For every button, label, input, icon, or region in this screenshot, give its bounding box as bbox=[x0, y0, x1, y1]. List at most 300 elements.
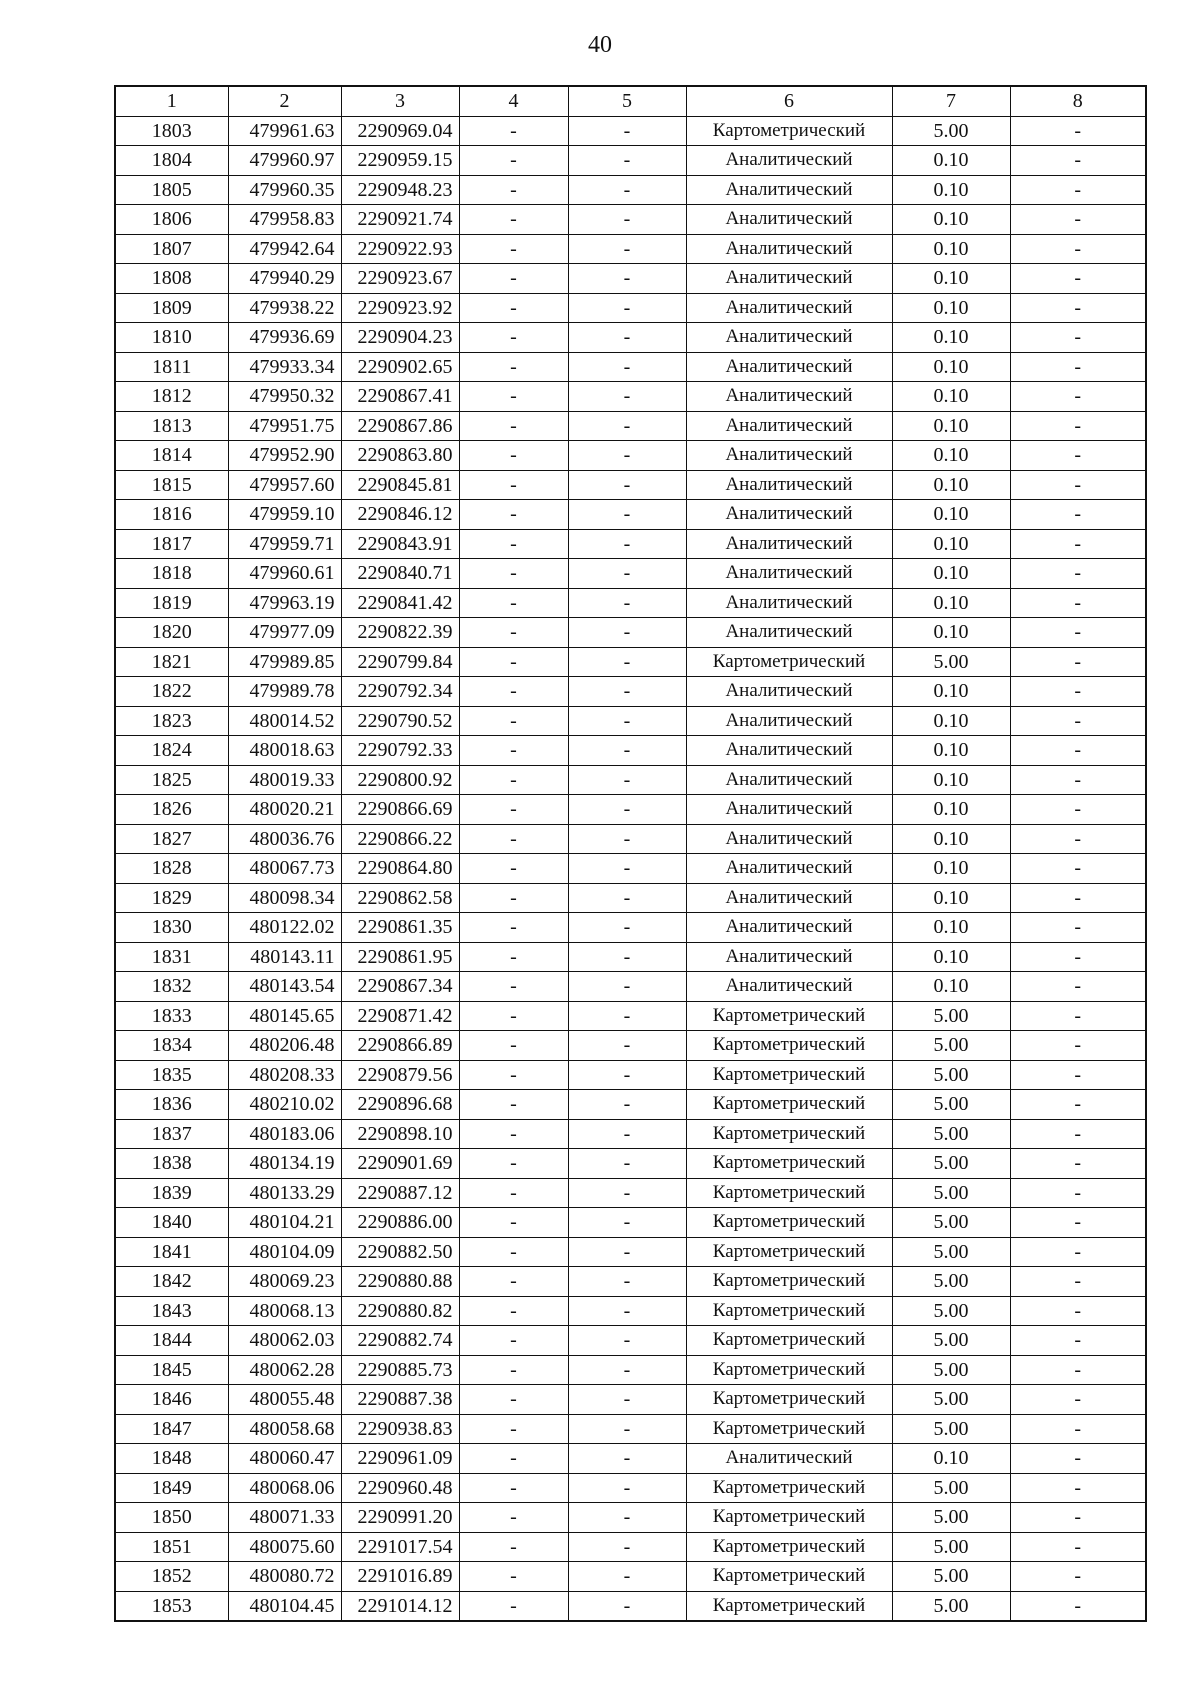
cell-point-number: 1840 bbox=[115, 1208, 228, 1238]
cell-x-coordinate: 480143.54 bbox=[228, 972, 341, 1002]
cell-method: Аналитический bbox=[686, 529, 892, 559]
cell-accuracy: 0.10 bbox=[892, 1444, 1010, 1474]
cell-col-4: - bbox=[459, 382, 568, 412]
cell-method: Картометрический bbox=[686, 647, 892, 677]
cell-point-number: 1814 bbox=[115, 441, 228, 471]
cell-col-8: - bbox=[1010, 942, 1146, 972]
cell-accuracy: 0.10 bbox=[892, 411, 1010, 441]
cell-col-5: - bbox=[568, 1385, 686, 1415]
cell-col-4: - bbox=[459, 942, 568, 972]
cell-method: Аналитический bbox=[686, 618, 892, 648]
cell-x-coordinate: 479960.35 bbox=[228, 175, 341, 205]
table-row bbox=[115, 1060, 1146, 1090]
cell-accuracy: 0.10 bbox=[892, 942, 1010, 972]
cell-col-4: - bbox=[459, 913, 568, 943]
table-row bbox=[115, 205, 1146, 235]
cell-point-number: 1842 bbox=[115, 1267, 228, 1297]
column-header-3: 3 bbox=[341, 86, 459, 116]
cell-col-4: - bbox=[459, 470, 568, 500]
cell-point-number: 1824 bbox=[115, 736, 228, 766]
cell-x-coordinate: 479963.19 bbox=[228, 588, 341, 618]
cell-y-coordinate: 2290861.35 bbox=[341, 913, 459, 943]
cell-col-8: - bbox=[1010, 736, 1146, 766]
column-header-6: 6 bbox=[686, 86, 892, 116]
cell-method: Картометрический bbox=[686, 1326, 892, 1356]
cell-y-coordinate: 2291017.54 bbox=[341, 1532, 459, 1562]
cell-accuracy: 5.00 bbox=[892, 1355, 1010, 1385]
cell-col-4: - bbox=[459, 677, 568, 707]
cell-accuracy: 5.00 bbox=[892, 1591, 1010, 1621]
cell-col-5: - bbox=[568, 500, 686, 530]
cell-col-8: - bbox=[1010, 1414, 1146, 1444]
cell-col-5: - bbox=[568, 264, 686, 294]
cell-accuracy: 5.00 bbox=[892, 1001, 1010, 1031]
cell-x-coordinate: 480014.52 bbox=[228, 706, 341, 736]
cell-col-8: - bbox=[1010, 1532, 1146, 1562]
cell-col-5: - bbox=[568, 854, 686, 884]
cell-point-number: 1828 bbox=[115, 854, 228, 884]
cell-x-coordinate: 479959.71 bbox=[228, 529, 341, 559]
cell-col-8: - bbox=[1010, 1503, 1146, 1533]
cell-x-coordinate: 479938.22 bbox=[228, 293, 341, 323]
cell-x-coordinate: 480080.72 bbox=[228, 1562, 341, 1592]
cell-col-5: - bbox=[568, 441, 686, 471]
cell-col-8: - bbox=[1010, 264, 1146, 294]
cell-col-5: - bbox=[568, 913, 686, 943]
table-row bbox=[115, 116, 1146, 146]
cell-col-8: - bbox=[1010, 1326, 1146, 1356]
cell-x-coordinate: 480122.02 bbox=[228, 913, 341, 943]
cell-col-5: - bbox=[568, 175, 686, 205]
cell-col-8: - bbox=[1010, 352, 1146, 382]
cell-accuracy: 0.10 bbox=[892, 883, 1010, 913]
table-row bbox=[115, 972, 1146, 1002]
cell-col-4: - bbox=[459, 736, 568, 766]
cell-point-number: 1838 bbox=[115, 1149, 228, 1179]
cell-method: Картометрический bbox=[686, 1591, 892, 1621]
cell-y-coordinate: 2290886.00 bbox=[341, 1208, 459, 1238]
cell-accuracy: 5.00 bbox=[892, 1031, 1010, 1061]
cell-accuracy: 0.10 bbox=[892, 323, 1010, 353]
cell-method: Аналитический bbox=[686, 441, 892, 471]
cell-method: Аналитический bbox=[686, 352, 892, 382]
cell-x-coordinate: 480206.48 bbox=[228, 1031, 341, 1061]
cell-y-coordinate: 2290948.23 bbox=[341, 175, 459, 205]
cell-point-number: 1848 bbox=[115, 1444, 228, 1474]
table-row bbox=[115, 1001, 1146, 1031]
cell-col-5: - bbox=[568, 1532, 686, 1562]
cell-y-coordinate: 2290961.09 bbox=[341, 1444, 459, 1474]
cell-col-8: - bbox=[1010, 1355, 1146, 1385]
cell-col-8: - bbox=[1010, 1208, 1146, 1238]
cell-point-number: 1843 bbox=[115, 1296, 228, 1326]
cell-col-8: - bbox=[1010, 1031, 1146, 1061]
cell-method: Картометрический bbox=[686, 1149, 892, 1179]
cell-method: Аналитический bbox=[686, 559, 892, 589]
cell-col-8: - bbox=[1010, 1090, 1146, 1120]
cell-accuracy: 5.00 bbox=[892, 1267, 1010, 1297]
table-row bbox=[115, 647, 1146, 677]
cell-col-4: - bbox=[459, 1178, 568, 1208]
cell-col-5: - bbox=[568, 116, 686, 146]
cell-col-5: - bbox=[568, 1444, 686, 1474]
table-row bbox=[115, 1532, 1146, 1562]
cell-method: Картометрический bbox=[686, 1532, 892, 1562]
cell-y-coordinate: 2290845.81 bbox=[341, 470, 459, 500]
cell-y-coordinate: 2290843.91 bbox=[341, 529, 459, 559]
cell-method: Картометрический bbox=[686, 1178, 892, 1208]
cell-col-4: - bbox=[459, 1326, 568, 1356]
cell-col-4: - bbox=[459, 1473, 568, 1503]
cell-col-4: - bbox=[459, 1532, 568, 1562]
cell-col-8: - bbox=[1010, 470, 1146, 500]
cell-x-coordinate: 479933.34 bbox=[228, 352, 341, 382]
cell-col-5: - bbox=[568, 1355, 686, 1385]
cell-col-8: - bbox=[1010, 1001, 1146, 1031]
table-row bbox=[115, 1562, 1146, 1592]
cell-col-5: - bbox=[568, 765, 686, 795]
cell-y-coordinate: 2290879.56 bbox=[341, 1060, 459, 1090]
cell-method: Картометрический bbox=[686, 1503, 892, 1533]
cell-col-4: - bbox=[459, 175, 568, 205]
cell-accuracy: 0.10 bbox=[892, 824, 1010, 854]
cell-method: Аналитический bbox=[686, 883, 892, 913]
cell-accuracy: 0.10 bbox=[892, 205, 1010, 235]
cell-col-4: - bbox=[459, 706, 568, 736]
cell-point-number: 1821 bbox=[115, 647, 228, 677]
cell-col-5: - bbox=[568, 529, 686, 559]
cell-col-5: - bbox=[568, 470, 686, 500]
cell-accuracy: 5.00 bbox=[892, 1178, 1010, 1208]
cell-x-coordinate: 479977.09 bbox=[228, 618, 341, 648]
cell-col-8: - bbox=[1010, 618, 1146, 648]
cell-col-5: - bbox=[568, 1119, 686, 1149]
cell-col-4: - bbox=[459, 323, 568, 353]
cell-method: Картометрический bbox=[686, 1562, 892, 1592]
cell-x-coordinate: 480075.60 bbox=[228, 1532, 341, 1562]
cell-col-4: - bbox=[459, 647, 568, 677]
cell-col-8: - bbox=[1010, 854, 1146, 884]
cell-col-4: - bbox=[459, 1355, 568, 1385]
cell-col-4: - bbox=[459, 1562, 568, 1592]
table-row bbox=[115, 1473, 1146, 1503]
cell-x-coordinate: 479952.90 bbox=[228, 441, 341, 471]
cell-method: Картометрический bbox=[686, 1355, 892, 1385]
cell-x-coordinate: 479950.32 bbox=[228, 382, 341, 412]
table-row bbox=[115, 795, 1146, 825]
cell-col-5: - bbox=[568, 824, 686, 854]
cell-point-number: 1830 bbox=[115, 913, 228, 943]
cell-y-coordinate: 2290867.86 bbox=[341, 411, 459, 441]
cell-method: Аналитический bbox=[686, 175, 892, 205]
cell-method: Аналитический bbox=[686, 795, 892, 825]
cell-col-4: - bbox=[459, 441, 568, 471]
page-number: 40 bbox=[588, 32, 612, 58]
cell-x-coordinate: 480018.63 bbox=[228, 736, 341, 766]
cell-col-5: - bbox=[568, 588, 686, 618]
cell-x-coordinate: 480055.48 bbox=[228, 1385, 341, 1415]
cell-col-8: - bbox=[1010, 1385, 1146, 1415]
cell-col-8: - bbox=[1010, 1237, 1146, 1267]
cell-col-8: - bbox=[1010, 529, 1146, 559]
cell-y-coordinate: 2290885.73 bbox=[341, 1355, 459, 1385]
cell-accuracy: 0.10 bbox=[892, 175, 1010, 205]
cell-point-number: 1850 bbox=[115, 1503, 228, 1533]
cell-col-5: - bbox=[568, 1414, 686, 1444]
cell-method: Аналитический bbox=[686, 500, 892, 530]
cell-x-coordinate: 480062.28 bbox=[228, 1355, 341, 1385]
table-row bbox=[115, 234, 1146, 264]
cell-col-8: - bbox=[1010, 559, 1146, 589]
cell-col-8: - bbox=[1010, 411, 1146, 441]
cell-col-8: - bbox=[1010, 1296, 1146, 1326]
cell-x-coordinate: 480071.33 bbox=[228, 1503, 341, 1533]
cell-col-8: - bbox=[1010, 1562, 1146, 1592]
cell-col-5: - bbox=[568, 146, 686, 176]
cell-col-8: - bbox=[1010, 1178, 1146, 1208]
cell-point-number: 1820 bbox=[115, 618, 228, 648]
cell-x-coordinate: 480068.06 bbox=[228, 1473, 341, 1503]
cell-accuracy: 0.10 bbox=[892, 588, 1010, 618]
cell-method: Аналитический bbox=[686, 706, 892, 736]
cell-col-5: - bbox=[568, 942, 686, 972]
table-row bbox=[115, 1237, 1146, 1267]
table-row bbox=[115, 736, 1146, 766]
cell-point-number: 1839 bbox=[115, 1178, 228, 1208]
cell-col-4: - bbox=[459, 972, 568, 1002]
cell-col-4: - bbox=[459, 1296, 568, 1326]
cell-col-5: - bbox=[568, 1326, 686, 1356]
cell-x-coordinate: 480062.03 bbox=[228, 1326, 341, 1356]
cell-method: Картометрический bbox=[686, 1414, 892, 1444]
cell-y-coordinate: 2290862.58 bbox=[341, 883, 459, 913]
cell-col-5: - bbox=[568, 1208, 686, 1238]
cell-x-coordinate: 480104.09 bbox=[228, 1237, 341, 1267]
cell-method: Картометрический bbox=[686, 1060, 892, 1090]
table-body bbox=[115, 116, 1146, 1621]
cell-y-coordinate: 2290969.04 bbox=[341, 116, 459, 146]
cell-accuracy: 0.10 bbox=[892, 264, 1010, 294]
table-row bbox=[115, 1149, 1146, 1179]
cell-col-4: - bbox=[459, 1414, 568, 1444]
cell-method: Аналитический bbox=[686, 264, 892, 294]
cell-method: Аналитический bbox=[686, 913, 892, 943]
cell-accuracy: 5.00 bbox=[892, 1208, 1010, 1238]
cell-accuracy: 0.10 bbox=[892, 972, 1010, 1002]
cell-accuracy: 0.10 bbox=[892, 677, 1010, 707]
cell-col-4: - bbox=[459, 529, 568, 559]
cell-y-coordinate: 2290991.20 bbox=[341, 1503, 459, 1533]
cell-point-number: 1831 bbox=[115, 942, 228, 972]
cell-col-5: - bbox=[568, 706, 686, 736]
table-row bbox=[115, 824, 1146, 854]
cell-method: Аналитический bbox=[686, 972, 892, 1002]
cell-method: Картометрический bbox=[686, 1119, 892, 1149]
cell-col-8: - bbox=[1010, 441, 1146, 471]
cell-point-number: 1805 bbox=[115, 175, 228, 205]
cell-method: Картометрический bbox=[686, 1208, 892, 1238]
cell-accuracy: 0.10 bbox=[892, 559, 1010, 589]
table-row bbox=[115, 175, 1146, 205]
cell-accuracy: 0.10 bbox=[892, 529, 1010, 559]
table-row bbox=[115, 618, 1146, 648]
cell-y-coordinate: 2290822.39 bbox=[341, 618, 459, 648]
cell-method: Картометрический bbox=[686, 1385, 892, 1415]
cell-point-number: 1853 bbox=[115, 1591, 228, 1621]
cell-x-coordinate: 480060.47 bbox=[228, 1444, 341, 1474]
cell-accuracy: 5.00 bbox=[892, 647, 1010, 677]
cell-x-coordinate: 479960.61 bbox=[228, 559, 341, 589]
cell-x-coordinate: 480068.13 bbox=[228, 1296, 341, 1326]
cell-point-number: 1811 bbox=[115, 352, 228, 382]
cell-x-coordinate: 479951.75 bbox=[228, 411, 341, 441]
cell-col-5: - bbox=[568, 883, 686, 913]
cell-x-coordinate: 480067.73 bbox=[228, 854, 341, 884]
cell-col-5: - bbox=[568, 1149, 686, 1179]
cell-col-8: - bbox=[1010, 883, 1146, 913]
cell-y-coordinate: 2290922.93 bbox=[341, 234, 459, 264]
cell-accuracy: 5.00 bbox=[892, 1237, 1010, 1267]
cell-accuracy: 5.00 bbox=[892, 1385, 1010, 1415]
column-header-8: 8 bbox=[1010, 86, 1146, 116]
cell-x-coordinate: 480210.02 bbox=[228, 1090, 341, 1120]
cell-method: Аналитический bbox=[686, 205, 892, 235]
cell-col-4: - bbox=[459, 1237, 568, 1267]
cell-col-5: - bbox=[568, 972, 686, 1002]
cell-point-number: 1835 bbox=[115, 1060, 228, 1090]
cell-point-number: 1836 bbox=[115, 1090, 228, 1120]
table-row bbox=[115, 264, 1146, 294]
cell-col-4: - bbox=[459, 1001, 568, 1031]
cell-col-5: - bbox=[568, 1090, 686, 1120]
cell-method: Аналитический bbox=[686, 293, 892, 323]
table-row bbox=[115, 441, 1146, 471]
cell-x-coordinate: 480134.19 bbox=[228, 1149, 341, 1179]
cell-col-4: - bbox=[459, 1385, 568, 1415]
cell-col-4: - bbox=[459, 1119, 568, 1149]
cell-accuracy: 5.00 bbox=[892, 1296, 1010, 1326]
cell-col-8: - bbox=[1010, 175, 1146, 205]
cell-point-number: 1834 bbox=[115, 1031, 228, 1061]
cell-col-8: - bbox=[1010, 1149, 1146, 1179]
table-row bbox=[115, 411, 1146, 441]
cell-x-coordinate: 479957.60 bbox=[228, 470, 341, 500]
cell-col-8: - bbox=[1010, 1267, 1146, 1297]
cell-point-number: 1846 bbox=[115, 1385, 228, 1415]
coordinates-table bbox=[114, 85, 1147, 1622]
table-row bbox=[115, 1444, 1146, 1474]
cell-point-number: 1829 bbox=[115, 883, 228, 913]
cell-col-4: - bbox=[459, 588, 568, 618]
cell-y-coordinate: 2290960.48 bbox=[341, 1473, 459, 1503]
cell-method: Аналитический bbox=[686, 736, 892, 766]
cell-point-number: 1819 bbox=[115, 588, 228, 618]
cell-x-coordinate: 479989.85 bbox=[228, 647, 341, 677]
cell-point-number: 1827 bbox=[115, 824, 228, 854]
cell-x-coordinate: 479960.97 bbox=[228, 146, 341, 176]
cell-method: Аналитический bbox=[686, 234, 892, 264]
cell-col-4: - bbox=[459, 1444, 568, 1474]
cell-method: Аналитический bbox=[686, 1444, 892, 1474]
cell-point-number: 1804 bbox=[115, 146, 228, 176]
table-row bbox=[115, 323, 1146, 353]
cell-method: Аналитический bbox=[686, 942, 892, 972]
cell-point-number: 1826 bbox=[115, 795, 228, 825]
cell-col-4: - bbox=[459, 500, 568, 530]
cell-point-number: 1825 bbox=[115, 765, 228, 795]
cell-accuracy: 0.10 bbox=[892, 234, 1010, 264]
cell-col-8: - bbox=[1010, 205, 1146, 235]
column-header-2: 2 bbox=[228, 86, 341, 116]
cell-col-5: - bbox=[568, 1178, 686, 1208]
cell-y-coordinate: 2291016.89 bbox=[341, 1562, 459, 1592]
cell-col-4: - bbox=[459, 352, 568, 382]
table-row bbox=[115, 1296, 1146, 1326]
cell-col-4: - bbox=[459, 293, 568, 323]
cell-col-5: - bbox=[568, 795, 686, 825]
cell-col-5: - bbox=[568, 323, 686, 353]
cell-y-coordinate: 2290840.71 bbox=[341, 559, 459, 589]
cell-col-5: - bbox=[568, 1562, 686, 1592]
cell-col-8: - bbox=[1010, 293, 1146, 323]
cell-col-8: - bbox=[1010, 323, 1146, 353]
cell-method: Аналитический bbox=[686, 146, 892, 176]
table-row bbox=[115, 382, 1146, 412]
table-row bbox=[115, 1591, 1146, 1621]
cell-col-4: - bbox=[459, 1503, 568, 1533]
cell-col-4: - bbox=[459, 264, 568, 294]
cell-accuracy: 0.10 bbox=[892, 146, 1010, 176]
cell-accuracy: 0.10 bbox=[892, 706, 1010, 736]
cell-method: Картометрический bbox=[686, 1031, 892, 1061]
cell-method: Аналитический bbox=[686, 824, 892, 854]
table-row bbox=[115, 883, 1146, 913]
cell-x-coordinate: 479958.83 bbox=[228, 205, 341, 235]
cell-x-coordinate: 480036.76 bbox=[228, 824, 341, 854]
cell-accuracy: 5.00 bbox=[892, 1060, 1010, 1090]
cell-y-coordinate: 2290866.89 bbox=[341, 1031, 459, 1061]
cell-point-number: 1847 bbox=[115, 1414, 228, 1444]
cell-col-5: - bbox=[568, 411, 686, 441]
table-row bbox=[115, 913, 1146, 943]
cell-x-coordinate: 480208.33 bbox=[228, 1060, 341, 1090]
table-row bbox=[115, 1503, 1146, 1533]
cell-method: Картометрический bbox=[686, 1473, 892, 1503]
cell-accuracy: 5.00 bbox=[892, 1473, 1010, 1503]
column-header-5: 5 bbox=[568, 86, 686, 116]
cell-y-coordinate: 2290864.80 bbox=[341, 854, 459, 884]
table-row bbox=[115, 1385, 1146, 1415]
cell-method: Картометрический bbox=[686, 1001, 892, 1031]
cell-y-coordinate: 2290887.38 bbox=[341, 1385, 459, 1415]
cell-x-coordinate: 479942.64 bbox=[228, 234, 341, 264]
column-header-4: 4 bbox=[459, 86, 568, 116]
cell-accuracy: 5.00 bbox=[892, 1532, 1010, 1562]
cell-y-coordinate: 2290923.67 bbox=[341, 264, 459, 294]
cell-col-8: - bbox=[1010, 913, 1146, 943]
cell-accuracy: 0.10 bbox=[892, 736, 1010, 766]
cell-point-number: 1807 bbox=[115, 234, 228, 264]
cell-x-coordinate: 479936.69 bbox=[228, 323, 341, 353]
cell-col-8: - bbox=[1010, 146, 1146, 176]
cell-point-number: 1822 bbox=[115, 677, 228, 707]
cell-col-5: - bbox=[568, 1591, 686, 1621]
cell-accuracy: 0.10 bbox=[892, 795, 1010, 825]
cell-accuracy: 0.10 bbox=[892, 500, 1010, 530]
cell-x-coordinate: 479940.29 bbox=[228, 264, 341, 294]
cell-col-4: - bbox=[459, 1208, 568, 1238]
cell-x-coordinate: 480069.23 bbox=[228, 1267, 341, 1297]
